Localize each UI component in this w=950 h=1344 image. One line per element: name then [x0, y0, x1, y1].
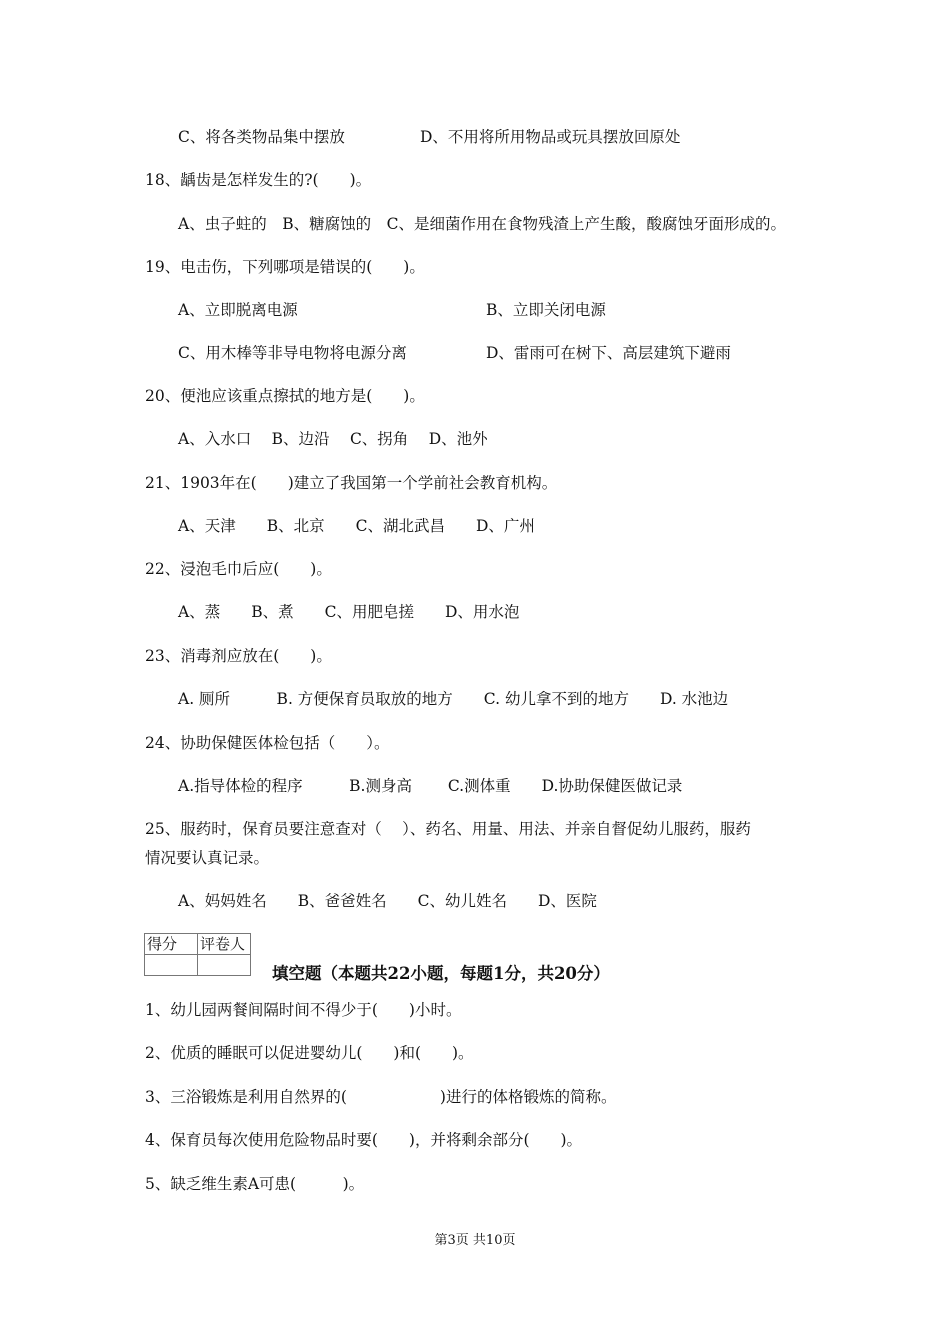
fill-question-1: 1、幼儿园两餐间隔时间不得少于( )小时。: [145, 1001, 462, 1019]
fill-question-2: 2、优质的睡眠可以促进婴幼儿( )和( )。: [145, 1044, 474, 1062]
question-19-option-a: A、立即脱离电源: [178, 301, 298, 319]
question-23: 23、消毒剂应放在( )。: [145, 647, 332, 665]
question-25-options: A、妈妈姓名 B、爸爸姓名 C、幼儿姓名 D、医院: [178, 892, 597, 910]
question-22: 22、浸泡毛巾后应( )。: [145, 560, 332, 578]
fill-question-3: 3、三浴锻炼是利用自然界的( )进行的体格锻炼的简称。: [145, 1088, 617, 1106]
question-19-option-d: D、雷雨可在树下、高层建筑下避雨: [486, 344, 731, 362]
question-19: 19、电击伤，下列哪项是错误的( )。: [145, 258, 425, 276]
question-21: 21、1903年在( )建立了我国第一个学前社会教育机构。: [145, 474, 558, 492]
score-cell: [145, 955, 198, 976]
question-19-option-b: B、立即关闭电源: [486, 301, 606, 319]
question-20: 20、便池应该重点擦拭的地方是( )。: [145, 387, 425, 405]
page-footer: 第3页 共10页: [434, 1233, 516, 1248]
grader-header: 评卷人: [198, 934, 251, 955]
score-table: [144, 933, 251, 976]
option-line: D、不用将所用物品或玩具摆放回原处: [420, 128, 681, 146]
section-title: 填空题（本题共22小题，每题1分，共20分）: [272, 964, 610, 983]
question-21-options: A、天津 B、北京 C、湖北武昌 D、广州: [178, 517, 535, 535]
fill-question-4: 4、保育员每次使用危险物品时要( )，并将剩余部分( )。: [145, 1131, 583, 1149]
question-24: 24、协助保健医体检包括（ ）。: [145, 734, 390, 752]
question-25: 25、服药时，保育员要注意查对（ ）、药名、用量、用法、并亲自督促幼儿服药，服药: [145, 820, 751, 838]
question-20-options: A、入水口 B、边沿 C、拐角 D、池外: [178, 430, 488, 448]
option-line: C、将各类物品集中摆放: [178, 128, 345, 146]
score-header: 得分: [145, 934, 198, 955]
question-25-continued: 情况要认真记录。: [145, 849, 270, 867]
question-23-options: A. 厕所 B. 方便保育员取放的地方 C. 幼儿拿不到的地方 D. 水池边: [178, 690, 729, 708]
question-18: 18、龋齿是怎样发生的?( )。: [145, 171, 372, 189]
question-22-options: A、蒸 B、煮 C、用肥皂搓 D、用水泡: [178, 603, 520, 621]
question-18-options: A、虫子蛀的 B、糖腐蚀的 C、是细菌作用在食物残渣上产生酸，酸腐蚀牙面形成的。: [178, 215, 786, 233]
grader-cell: [198, 955, 251, 976]
question-24-options: A.指导体检的程序 B.测身高 C.测体重 D.协助保健医做记录: [178, 777, 683, 795]
fill-question-5: 5、缺乏维生素A可患( )。: [145, 1175, 365, 1193]
question-19-option-c: C、用木棒等非导电物将电源分离: [178, 344, 407, 362]
